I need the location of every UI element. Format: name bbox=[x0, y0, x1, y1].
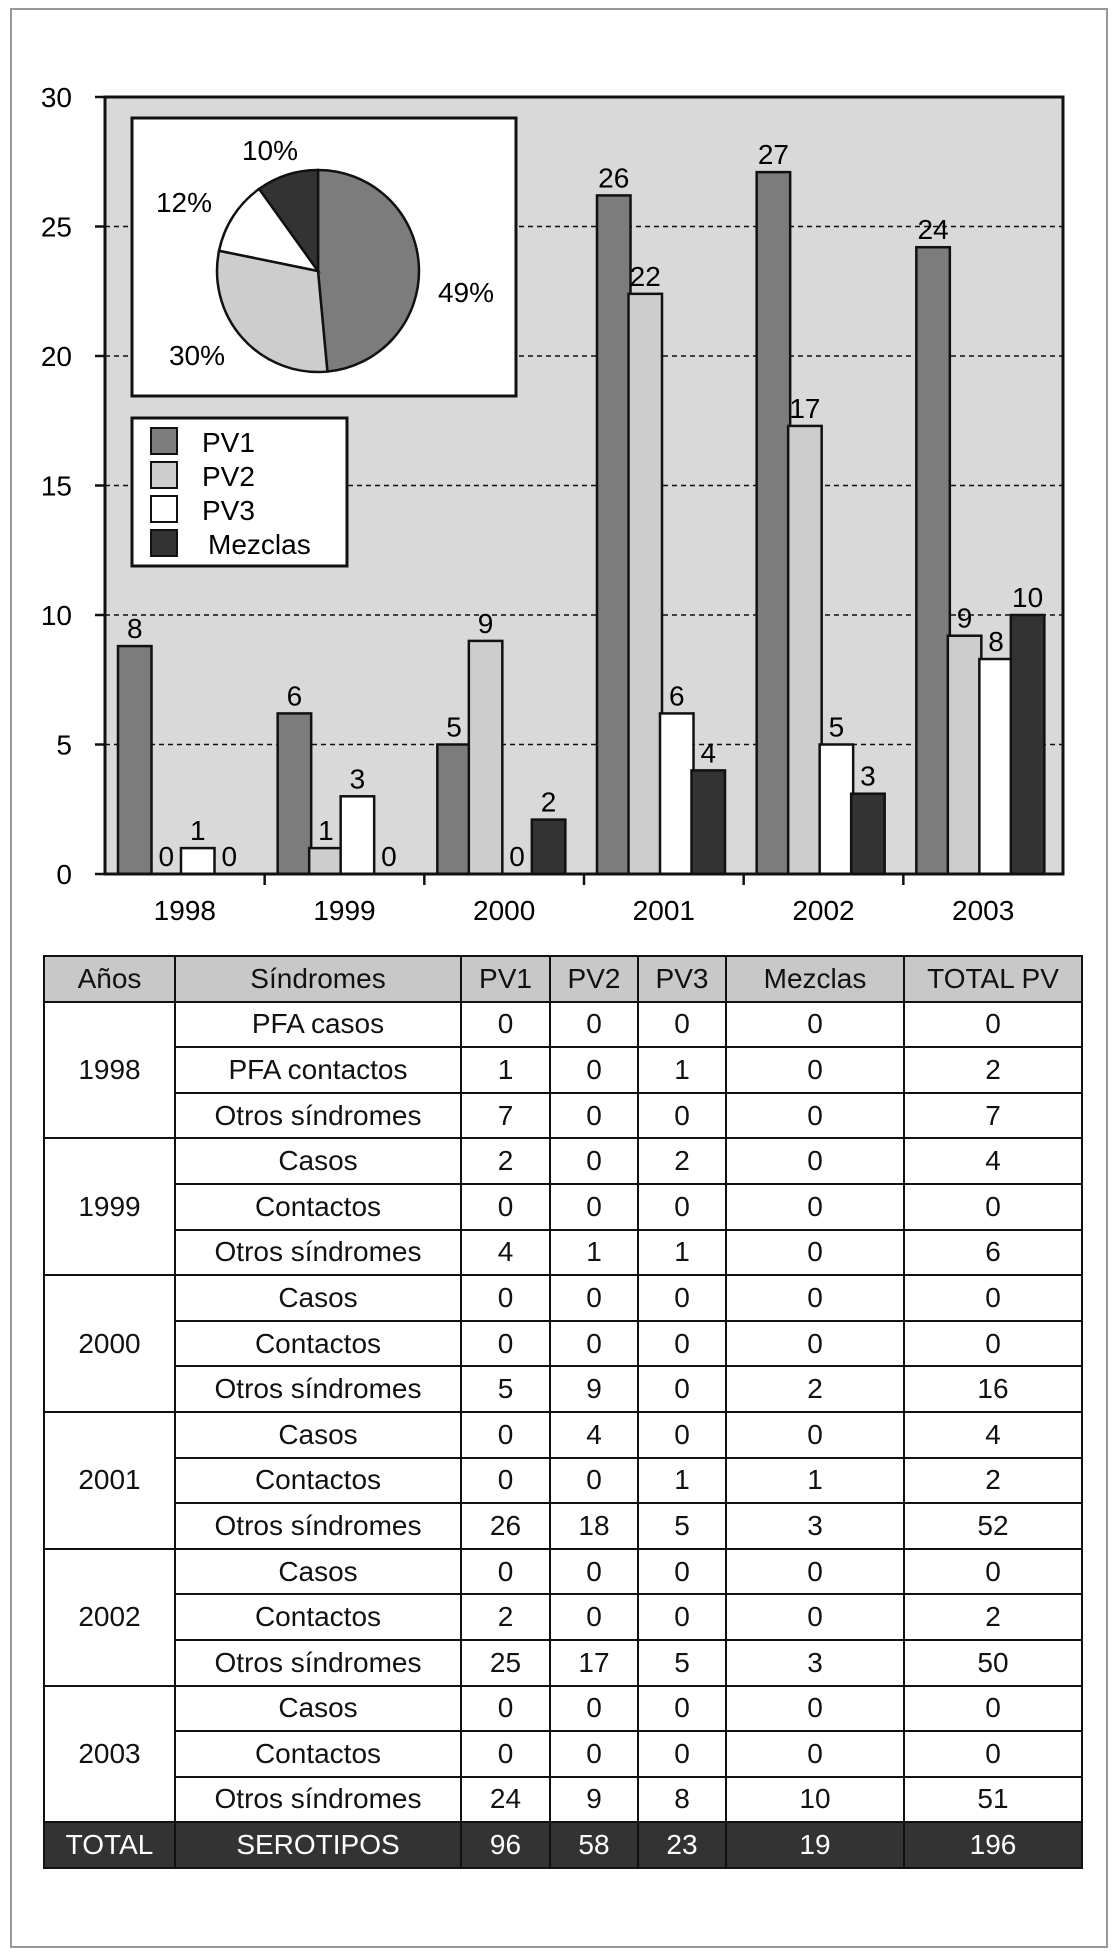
value-cell: 0 bbox=[461, 1686, 550, 1732]
bar-pv1-1998 bbox=[118, 646, 152, 874]
column-header: Mezclas bbox=[726, 956, 904, 1002]
syndrome-cell: Contactos bbox=[175, 1594, 461, 1640]
y-tick-label: 20 bbox=[40, 341, 72, 372]
y-tick-label: 5 bbox=[56, 729, 72, 761]
value-cell: 0 bbox=[726, 1002, 904, 1048]
data-label: 24 bbox=[917, 214, 949, 246]
value-cell: 0 bbox=[726, 1731, 904, 1777]
value-cell: 26 bbox=[461, 1503, 550, 1549]
bar-pv1-2001 bbox=[597, 195, 631, 874]
pie-label: 12% bbox=[155, 187, 213, 218]
value-cell: 0 bbox=[638, 1184, 726, 1230]
table-row bbox=[44, 1230, 1082, 1276]
syndrome-cell: Casos bbox=[175, 1138, 461, 1184]
syndrome-cell: PFA contactos bbox=[175, 1047, 461, 1093]
syndrome-cell: Otros síndromes bbox=[175, 1640, 461, 1686]
year-cell: 2003 bbox=[44, 1686, 175, 1823]
value-cell: 6 bbox=[904, 1230, 1082, 1276]
table-row bbox=[44, 1777, 1082, 1823]
value-cell: 0 bbox=[550, 1002, 638, 1048]
data-label: 10 bbox=[1012, 582, 1044, 613]
y-tick-label: 30 bbox=[40, 82, 72, 113]
data-label: 3 bbox=[860, 760, 876, 792]
total-value: 196 bbox=[904, 1822, 1082, 1868]
bar-pv3-2002 bbox=[820, 745, 854, 875]
value-cell: 0 bbox=[726, 1138, 904, 1184]
syndrome-cell: Casos bbox=[175, 1686, 461, 1732]
value-cell: 1 bbox=[638, 1458, 726, 1504]
syndrome-cell: Otros síndromes bbox=[175, 1777, 461, 1823]
column-header: PV1 bbox=[461, 956, 550, 1002]
bar-pv1-2003 bbox=[916, 247, 950, 874]
value-cell: 0 bbox=[461, 1731, 550, 1777]
syndrome-cell: PFA casos bbox=[175, 1002, 461, 1048]
serotype-table bbox=[43, 955, 1083, 1869]
bar-pv3-1999 bbox=[341, 796, 375, 874]
table-row bbox=[44, 1594, 1082, 1640]
value-cell: 1 bbox=[638, 1047, 726, 1093]
table-row bbox=[44, 1047, 1082, 1093]
value-cell: 0 bbox=[550, 1275, 638, 1321]
table-row bbox=[44, 1412, 1082, 1458]
syndrome-cell: Contactos bbox=[175, 1458, 461, 1504]
value-cell: 0 bbox=[550, 1549, 638, 1595]
bar-pv3-2003 bbox=[979, 659, 1013, 874]
bar-pv2-2003 bbox=[948, 636, 982, 874]
value-cell: 2 bbox=[904, 1458, 1082, 1504]
bar-chart bbox=[0, 0, 1120, 940]
syndrome-cell: Otros síndromes bbox=[175, 1503, 461, 1549]
table-row bbox=[44, 1321, 1082, 1367]
pie-label: 30% bbox=[168, 340, 226, 371]
syndrome-cell: Casos bbox=[175, 1275, 461, 1321]
pie-label: 10% bbox=[241, 135, 299, 166]
value-cell: 0 bbox=[638, 1321, 726, 1367]
value-cell: 2 bbox=[904, 1047, 1082, 1093]
syndrome-cell: Casos bbox=[175, 1549, 461, 1595]
data-label: 27 bbox=[757, 139, 789, 171]
data-label: 17 bbox=[789, 392, 821, 424]
value-cell: 9 bbox=[550, 1777, 638, 1823]
value-cell: 0 bbox=[550, 1321, 638, 1367]
value-cell: 0 bbox=[550, 1731, 638, 1777]
value-cell: 4 bbox=[461, 1230, 550, 1276]
y-tick-label: 0 bbox=[56, 859, 72, 890]
table-row bbox=[44, 1275, 1082, 1321]
value-cell: 0 bbox=[550, 1686, 638, 1732]
data-label: 0 bbox=[381, 841, 397, 872]
x-tick-label: 2001 bbox=[632, 895, 695, 926]
value-cell: 2 bbox=[461, 1594, 550, 1640]
data-label: 6 bbox=[286, 680, 303, 712]
value-cell: 0 bbox=[726, 1275, 904, 1321]
value-cell: 1 bbox=[461, 1047, 550, 1093]
legend-swatch-pv2 bbox=[151, 462, 177, 488]
value-cell: 0 bbox=[550, 1184, 638, 1230]
value-cell: 8 bbox=[638, 1777, 726, 1823]
table-row bbox=[44, 1138, 1082, 1184]
bar-mezclas-2000 bbox=[532, 820, 566, 874]
value-cell: 0 bbox=[726, 1412, 904, 1458]
data-label: 1 bbox=[189, 815, 206, 847]
bar-pv3-2001 bbox=[660, 713, 694, 874]
data-label: 0 bbox=[158, 841, 175, 872]
year-cell: 1999 bbox=[44, 1138, 175, 1275]
column-header: Años bbox=[44, 956, 175, 1002]
bar-pv2-2001 bbox=[629, 294, 663, 874]
bar-pv1-1999 bbox=[278, 713, 312, 874]
syndrome-cell: Casos bbox=[175, 1412, 461, 1458]
table-row bbox=[44, 1549, 1082, 1595]
table-row bbox=[44, 1731, 1082, 1777]
value-cell: 0 bbox=[726, 1321, 904, 1367]
table-header-row bbox=[44, 956, 1082, 1002]
value-cell: 0 bbox=[638, 1093, 726, 1139]
table-row bbox=[44, 1686, 1082, 1732]
x-tick-label: 2003 bbox=[952, 895, 1015, 926]
value-cell: 4 bbox=[904, 1412, 1082, 1458]
value-cell: 0 bbox=[904, 1549, 1082, 1595]
bar-pv3-1998 bbox=[181, 848, 215, 874]
value-cell: 5 bbox=[638, 1503, 726, 1549]
data-label: 26 bbox=[598, 162, 630, 194]
bar-pv1-2000 bbox=[437, 745, 471, 875]
value-cell: 17 bbox=[550, 1640, 638, 1686]
legend-label: PV3 bbox=[202, 495, 255, 526]
table-row bbox=[44, 1093, 1082, 1139]
value-cell: 2 bbox=[461, 1138, 550, 1184]
y-tick-label: 25 bbox=[40, 211, 72, 243]
data-label: 5 bbox=[446, 711, 462, 743]
x-tick-label: 2002 bbox=[792, 895, 855, 926]
bar-mezclas-2003 bbox=[1011, 615, 1044, 874]
legend-label: PV1 bbox=[202, 427, 255, 458]
value-cell: 4 bbox=[550, 1412, 638, 1458]
syndrome-cell: Otros síndromes bbox=[175, 1230, 461, 1276]
value-cell: 0 bbox=[461, 1275, 550, 1321]
table-row bbox=[44, 1002, 1082, 1048]
value-cell: 0 bbox=[461, 1412, 550, 1458]
value-cell: 0 bbox=[638, 1686, 726, 1732]
bar-pv2-2002 bbox=[788, 426, 822, 874]
value-cell: 5 bbox=[461, 1366, 550, 1412]
value-cell: 0 bbox=[638, 1549, 726, 1595]
value-cell: 0 bbox=[550, 1458, 638, 1504]
value-cell: 0 bbox=[726, 1549, 904, 1595]
value-cell: 0 bbox=[726, 1686, 904, 1732]
value-cell: 3 bbox=[726, 1640, 904, 1686]
value-cell: 0 bbox=[550, 1047, 638, 1093]
total-value: 19 bbox=[726, 1822, 904, 1868]
x-tick-label: 2000 bbox=[473, 895, 536, 926]
y-tick-label: 15 bbox=[40, 470, 72, 502]
value-cell: 1 bbox=[726, 1458, 904, 1504]
column-header: PV3 bbox=[638, 956, 726, 1002]
value-cell: 0 bbox=[550, 1138, 638, 1184]
total-label: TOTAL bbox=[44, 1822, 175, 1868]
data-label: 6 bbox=[668, 680, 685, 712]
legend-swatch-pv3 bbox=[151, 496, 177, 522]
value-cell: 0 bbox=[904, 1686, 1082, 1732]
year-cell: 2001 bbox=[44, 1412, 175, 1549]
legend-swatch-mezclas bbox=[151, 530, 177, 556]
value-cell: 52 bbox=[904, 1503, 1082, 1549]
value-cell: 0 bbox=[461, 1549, 550, 1595]
year-cell: 2000 bbox=[44, 1275, 175, 1412]
data-label: 0 bbox=[221, 841, 238, 872]
legend-label: PV2 bbox=[202, 461, 255, 492]
value-cell: 0 bbox=[726, 1047, 904, 1093]
bar-pv1-2002 bbox=[757, 172, 791, 874]
total-row bbox=[44, 1822, 1082, 1868]
total-value: 23 bbox=[638, 1822, 726, 1868]
total-value: 96 bbox=[461, 1822, 550, 1868]
value-cell: 9 bbox=[550, 1366, 638, 1412]
total-value: 58 bbox=[550, 1822, 638, 1868]
value-cell: 0 bbox=[726, 1093, 904, 1139]
table-row bbox=[44, 1458, 1082, 1504]
value-cell: 50 bbox=[904, 1640, 1082, 1686]
value-cell: 0 bbox=[726, 1184, 904, 1230]
column-header: PV2 bbox=[550, 956, 638, 1002]
value-cell: 7 bbox=[461, 1093, 550, 1139]
table-row bbox=[44, 1503, 1082, 1549]
bar-mezclas-2001 bbox=[692, 770, 726, 874]
value-cell: 0 bbox=[461, 1458, 550, 1504]
table-row bbox=[44, 1366, 1082, 1412]
data-label: 8 bbox=[988, 626, 1004, 658]
column-header: Síndromes bbox=[175, 956, 461, 1002]
x-tick-label: 1999 bbox=[313, 895, 376, 926]
value-cell: 0 bbox=[638, 1412, 726, 1458]
value-cell: 0 bbox=[638, 1275, 726, 1321]
value-cell: 0 bbox=[638, 1002, 726, 1048]
value-cell: 0 bbox=[550, 1594, 638, 1640]
value-cell: 0 bbox=[638, 1366, 726, 1412]
value-cell: 0 bbox=[638, 1594, 726, 1640]
total-sublabel: SEROTIPOS bbox=[175, 1822, 461, 1868]
value-cell: 2 bbox=[638, 1138, 726, 1184]
data-label: 1 bbox=[318, 815, 334, 847]
value-cell: 10 bbox=[726, 1777, 904, 1823]
table-row bbox=[44, 1640, 1082, 1686]
data-label: 9 bbox=[956, 602, 973, 634]
value-cell: 0 bbox=[638, 1731, 726, 1777]
syndrome-cell: Otros síndromes bbox=[175, 1093, 461, 1139]
year-cell: 1998 bbox=[44, 1002, 175, 1139]
data-label: 8 bbox=[126, 613, 143, 645]
data-label: 2 bbox=[540, 786, 557, 818]
column-header: TOTAL PV bbox=[904, 956, 1082, 1002]
year-cell: 2002 bbox=[44, 1549, 175, 1686]
value-cell: 0 bbox=[461, 1184, 550, 1230]
value-cell: 0 bbox=[461, 1002, 550, 1048]
value-cell: 0 bbox=[726, 1230, 904, 1276]
data-label: 3 bbox=[349, 763, 366, 795]
legend-label: Mezclas bbox=[208, 529, 311, 560]
value-cell: 0 bbox=[904, 1184, 1082, 1230]
table-row bbox=[44, 1184, 1082, 1230]
y-tick-label: 10 bbox=[40, 600, 72, 631]
value-cell: 2 bbox=[726, 1366, 904, 1412]
value-cell: 0 bbox=[461, 1321, 550, 1367]
data-label: 9 bbox=[477, 607, 494, 639]
value-cell: 1 bbox=[550, 1230, 638, 1276]
legend-swatch-pv1 bbox=[151, 428, 177, 454]
value-cell: 1 bbox=[638, 1230, 726, 1276]
value-cell: 4 bbox=[904, 1138, 1082, 1184]
value-cell: 0 bbox=[904, 1275, 1082, 1321]
bar-pv2-2000 bbox=[469, 641, 503, 874]
value-cell: 51 bbox=[904, 1777, 1082, 1823]
bar-pv2-1999 bbox=[309, 848, 343, 874]
data-label: 0 bbox=[509, 841, 525, 872]
value-cell: 0 bbox=[550, 1093, 638, 1139]
value-cell: 0 bbox=[904, 1321, 1082, 1367]
value-cell: 25 bbox=[461, 1640, 550, 1686]
syndrome-cell: Contactos bbox=[175, 1321, 461, 1367]
syndrome-cell: Otros síndromes bbox=[175, 1366, 461, 1412]
value-cell: 0 bbox=[726, 1594, 904, 1640]
data-label: 22 bbox=[629, 260, 661, 292]
bar-mezclas-2002 bbox=[851, 794, 885, 874]
value-cell: 0 bbox=[904, 1731, 1082, 1777]
syndrome-cell: Contactos bbox=[175, 1731, 461, 1777]
value-cell: 2 bbox=[904, 1594, 1082, 1640]
value-cell: 7 bbox=[904, 1093, 1082, 1139]
value-cell: 18 bbox=[550, 1503, 638, 1549]
value-cell: 24 bbox=[461, 1777, 550, 1823]
value-cell: 0 bbox=[904, 1002, 1082, 1048]
syndrome-cell: Contactos bbox=[175, 1184, 461, 1230]
x-tick-label: 1998 bbox=[153, 895, 216, 926]
value-cell: 3 bbox=[726, 1503, 904, 1549]
data-label: 4 bbox=[700, 737, 717, 769]
value-cell: 5 bbox=[638, 1640, 726, 1686]
data-label: 5 bbox=[828, 711, 845, 743]
pie-label: 49% bbox=[437, 277, 495, 308]
value-cell: 16 bbox=[904, 1366, 1082, 1412]
